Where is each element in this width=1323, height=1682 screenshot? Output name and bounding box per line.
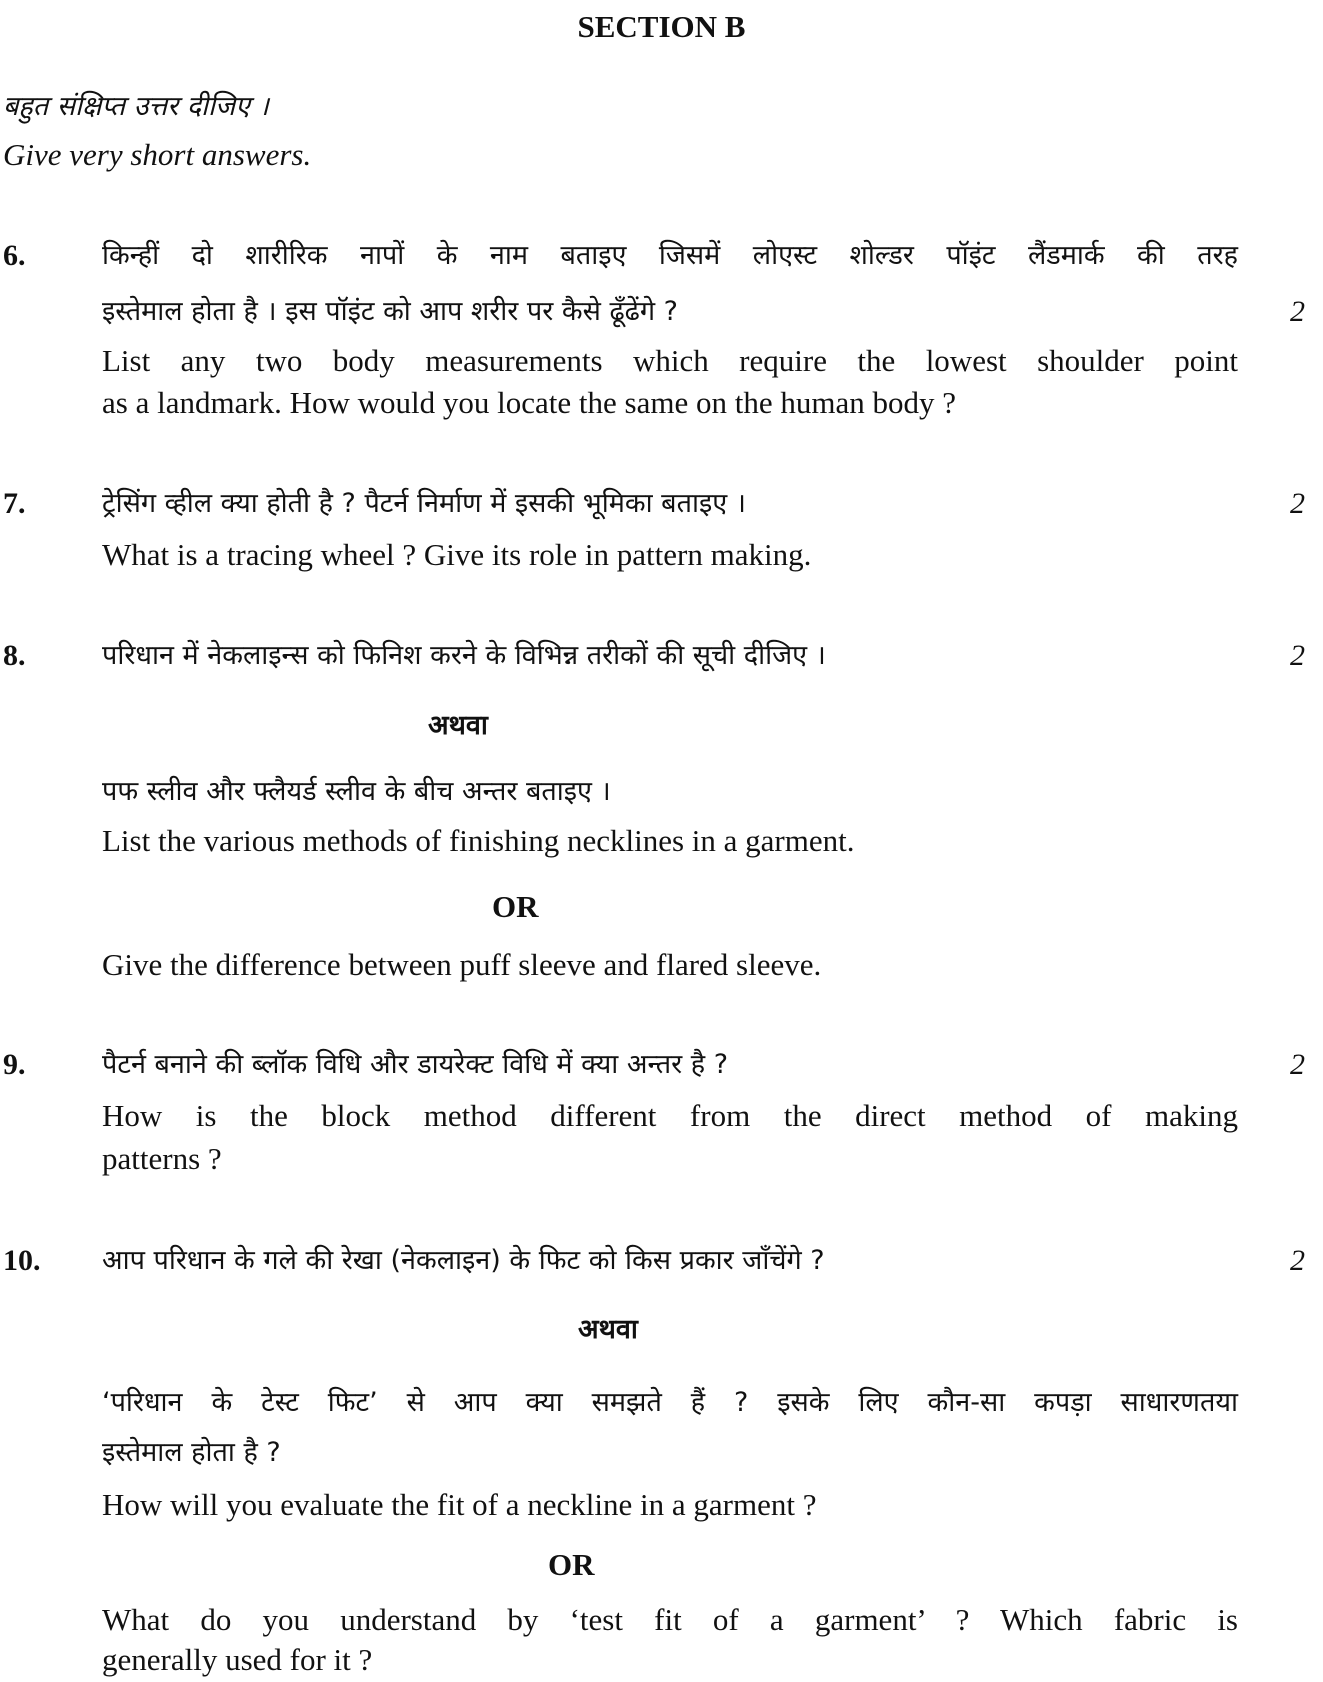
alt-question-english: What do you understand by ‘test fit of a garment’ ? Which fabric is	[102, 1602, 1238, 1637]
alt-question-hindi: पफ स्लीव और फ्लैयर्ड स्लीव के बीच अन्तर बताइए ।	[102, 776, 611, 807]
question-marks: 2	[1290, 487, 1305, 520]
question-text-hindi: पैटर्न बनाने की ब्लॉक विधि और डायरेक्ट विधि में क्या अन्तर है ?	[102, 1049, 729, 1080]
instruction-hindi: बहुत संक्षिप्त उत्तर दीजिए ।	[3, 91, 269, 122]
question-marks: 2	[1290, 639, 1305, 672]
or-hindi: अथवा	[578, 1314, 638, 1345]
question-marks: 2	[1290, 295, 1305, 328]
question-marks: 2	[1290, 1244, 1305, 1277]
alt-question-english: generally used for it ?	[102, 1642, 373, 1677]
question-number: 6.	[3, 239, 26, 272]
question-number: 10.	[3, 1244, 41, 1277]
question-text-english: How will you evaluate the fit of a neckline in a garment ?	[102, 1487, 817, 1522]
question-text-hindi: परिधान में नेकलाइन्स को फिनिश करने के विभिन्न तरीकों की सूची दीजिए ।	[102, 640, 826, 671]
question-text-hindi: ट्रेसिंग व्हील क्या होती है ? पैटर्न निर्माण में इसकी भूमिका बताइए ।	[102, 488, 746, 519]
question-number: 7.	[3, 487, 26, 520]
question-number: 8.	[3, 639, 26, 672]
question-text-hindi: किन्हीं दो शारीरिक नापों के नाम बताइए जिसमें लोएस्ट शोल्डर पॉइंट लैंडमार्क की तरह	[102, 240, 1238, 271]
instruction-english: Give very short answers.	[3, 137, 312, 172]
alt-question-hindi: ‘परिधान के टेस्ट फिट’ से आप क्या समझते हैं ? इसके लिए कौन-सा कपड़ा साधारणतया	[102, 1387, 1238, 1418]
question-marks: 2	[1290, 1048, 1305, 1081]
section-title: SECTION B	[577, 9, 746, 44]
alt-question-hindi: इस्तेमाल होता है ?	[102, 1437, 281, 1468]
alt-question-english: Give the difference between puff sleeve and flared sleeve.	[102, 947, 822, 982]
question-text-english: as a landmark. How would you locate the same on the human body ?	[102, 385, 956, 420]
question-text-hindi: आप परिधान के गले की रेखा (नेकलाइन) के फिट को किस प्रकार जाँचेंगे ?	[102, 1245, 825, 1276]
or-english: OR	[548, 1547, 595, 1582]
question-text-english: patterns ?	[102, 1141, 222, 1176]
question-text-english: List the various methods of finishing necklines in a garment.	[102, 823, 855, 858]
question-text-english: What is a tracing wheel ? Give its role in pattern making.	[102, 537, 812, 572]
question-text-english: How is the block method different from the direct method of making	[102, 1098, 1238, 1133]
or-hindi: अथवा	[428, 710, 488, 741]
question-text-hindi: इस्तेमाल होता है । इस पॉइंट को आप शरीर पर कैसे ढूँढेंगे ?	[102, 296, 678, 327]
question-text-english: List any two body measurements which require the lowest shoulder point	[102, 343, 1238, 378]
question-number: 9.	[3, 1048, 26, 1081]
or-english: OR	[492, 889, 539, 924]
